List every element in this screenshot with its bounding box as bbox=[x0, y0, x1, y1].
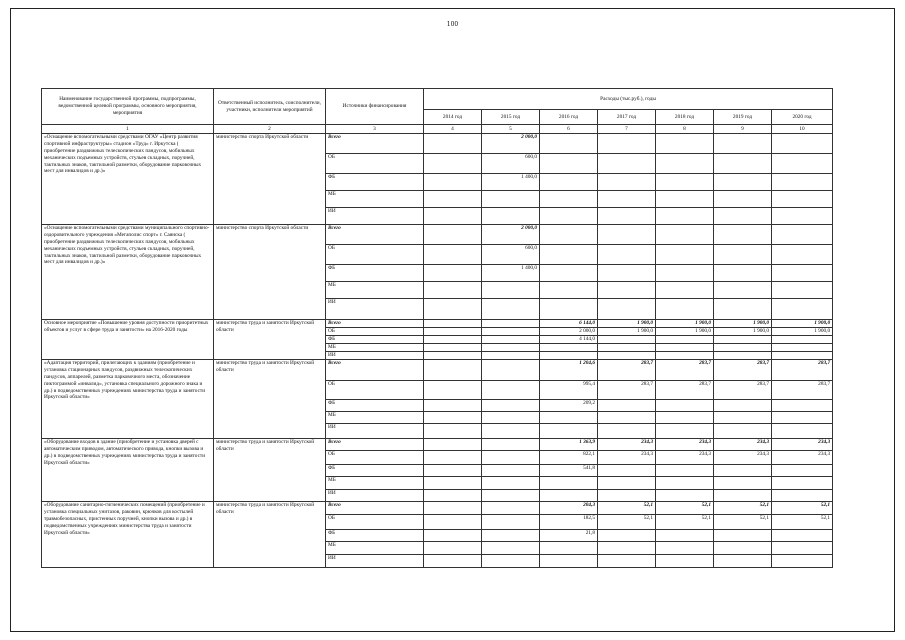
expense-value bbox=[540, 490, 598, 502]
expense-value bbox=[714, 542, 772, 555]
expense-value bbox=[540, 154, 598, 174]
column-number: 3 bbox=[326, 125, 424, 134]
expense-value bbox=[772, 225, 833, 245]
expense-value bbox=[714, 344, 772, 352]
header-year: 2020 год bbox=[772, 110, 833, 125]
expense-value bbox=[598, 465, 656, 477]
table-row bbox=[42, 320, 833, 328]
funding-source: ИИ bbox=[326, 299, 424, 320]
expense-value bbox=[540, 245, 598, 265]
expense-value bbox=[772, 174, 833, 191]
expense-value bbox=[772, 530, 833, 542]
expense-value bbox=[424, 208, 482, 225]
activity-name: «Оборудование санитарно-гигиенических помещений (приобретение и установка специальных унитазов, раковин, крючков для костылей травмобезопасных, пристенных поручней, кнопки вызова и др.) в подведомственных учреждениях министерства труда и занятости Иркутской области» bbox=[42, 502, 214, 568]
activity-name: «Оборудование входов в здание (приобретение и установка дверей с автоматическим приводом, автоматического привода, кнопки вызова и др.) в подведомственных учреждениях министерства труда и занятости Иркутской области» bbox=[42, 439, 214, 502]
expense-value: 1 400,0 bbox=[482, 174, 540, 191]
column-number: 5 bbox=[482, 125, 540, 134]
expense-value: 283,7 bbox=[598, 360, 656, 381]
expense-value: 1 363,9 bbox=[540, 439, 598, 451]
expense-value bbox=[482, 490, 540, 502]
table-row bbox=[42, 360, 833, 381]
funding-source: Всего bbox=[326, 225, 424, 245]
header-year: 2017 год bbox=[598, 110, 656, 125]
activity-executor: министерство спорта Иркутской области bbox=[214, 134, 326, 225]
expense-value bbox=[424, 134, 482, 154]
expense-value bbox=[540, 225, 598, 245]
expense-value bbox=[540, 191, 598, 208]
expense-value bbox=[540, 555, 598, 568]
expense-value bbox=[772, 490, 833, 502]
funding-source: ФБ bbox=[326, 174, 424, 191]
expense-value: 52,1 bbox=[714, 515, 772, 530]
funding-source: Всего bbox=[326, 320, 424, 328]
funding-source: МБ bbox=[326, 191, 424, 208]
expense-value bbox=[656, 465, 714, 477]
expense-value: 283,7 bbox=[772, 360, 833, 381]
funding-source: Всего bbox=[326, 439, 424, 451]
expense-value bbox=[540, 542, 598, 555]
expense-value: 541,8 bbox=[540, 465, 598, 477]
expense-value bbox=[424, 542, 482, 555]
header-year: 2019 год bbox=[714, 110, 772, 125]
expense-value bbox=[598, 400, 656, 412]
expense-value bbox=[714, 134, 772, 154]
expense-value bbox=[424, 439, 482, 451]
expense-value bbox=[424, 225, 482, 245]
funding-source: ОБ bbox=[326, 381, 424, 400]
expense-value bbox=[540, 265, 598, 282]
expense-value: 4 144,0 bbox=[540, 336, 598, 344]
expense-value bbox=[772, 208, 833, 225]
funding-source: Всего bbox=[326, 360, 424, 381]
expense-value bbox=[598, 191, 656, 208]
expense-value bbox=[772, 191, 833, 208]
expense-value bbox=[598, 208, 656, 225]
expense-value: 283,7 bbox=[656, 360, 714, 381]
expense-value bbox=[656, 174, 714, 191]
column-number: 6 bbox=[540, 125, 598, 134]
expense-value bbox=[714, 490, 772, 502]
funding-source: ФБ bbox=[326, 400, 424, 412]
expense-value: 234,3 bbox=[714, 451, 772, 465]
expense-value bbox=[482, 515, 540, 530]
expense-value bbox=[424, 412, 482, 424]
expense-value: 204,3 bbox=[540, 502, 598, 515]
expense-value bbox=[772, 282, 833, 299]
expense-value bbox=[424, 245, 482, 265]
expense-value bbox=[482, 530, 540, 542]
table-row bbox=[42, 502, 833, 515]
expense-value: 822,1 bbox=[540, 451, 598, 465]
expense-value bbox=[424, 320, 482, 328]
funding-source: ОБ bbox=[326, 328, 424, 336]
expense-value: 1 900,0 bbox=[656, 320, 714, 328]
expense-value: 234,3 bbox=[714, 439, 772, 451]
funding-source: ОБ bbox=[326, 515, 424, 530]
expense-value bbox=[598, 530, 656, 542]
expense-value bbox=[656, 400, 714, 412]
expense-value bbox=[772, 245, 833, 265]
funding-source: МБ bbox=[326, 282, 424, 299]
expense-value bbox=[598, 490, 656, 502]
expense-value bbox=[424, 328, 482, 336]
column-number: 9 bbox=[714, 125, 772, 134]
expense-value bbox=[482, 191, 540, 208]
expense-value: 6 144,0 bbox=[540, 320, 598, 328]
expense-value bbox=[656, 299, 714, 320]
funding-source: МБ bbox=[326, 477, 424, 490]
expense-value bbox=[714, 555, 772, 568]
expense-value: 1 900,0 bbox=[598, 320, 656, 328]
expense-value bbox=[482, 400, 540, 412]
page-number: 100 bbox=[446, 21, 459, 28]
expense-value bbox=[424, 360, 482, 381]
expense-value bbox=[424, 265, 482, 282]
expense-value bbox=[424, 336, 482, 344]
header-year: 2016 год bbox=[540, 110, 598, 125]
expense-value bbox=[598, 174, 656, 191]
expense-value bbox=[714, 352, 772, 360]
header-year: 2015 год bbox=[482, 110, 540, 125]
expense-value bbox=[482, 320, 540, 328]
expense-value bbox=[656, 134, 714, 154]
expense-value: 234,3 bbox=[598, 439, 656, 451]
expense-value bbox=[598, 344, 656, 352]
expense-value bbox=[482, 451, 540, 465]
expense-value bbox=[598, 336, 656, 344]
header-expenses: Расходы (тыс.руб.), годы bbox=[424, 89, 833, 110]
expense-value bbox=[482, 381, 540, 400]
funding-source: ИИ bbox=[326, 424, 424, 439]
expense-value bbox=[540, 282, 598, 299]
expense-value bbox=[656, 282, 714, 299]
expense-value bbox=[772, 344, 833, 352]
funding-source: ИИ bbox=[326, 208, 424, 225]
expense-value bbox=[482, 336, 540, 344]
table-row bbox=[42, 439, 833, 451]
expense-value bbox=[598, 225, 656, 245]
expense-value: 234,3 bbox=[772, 439, 833, 451]
expense-value bbox=[598, 555, 656, 568]
expense-value bbox=[656, 154, 714, 174]
expense-value bbox=[598, 245, 656, 265]
expense-value bbox=[540, 299, 598, 320]
expense-value bbox=[598, 424, 656, 439]
expense-value: 52,1 bbox=[656, 502, 714, 515]
expense-value bbox=[772, 465, 833, 477]
funding-source: ФБ bbox=[326, 465, 424, 477]
activity-executor: министерство труда и занятости Иркутской области bbox=[214, 502, 326, 568]
expense-value bbox=[714, 265, 772, 282]
expense-value: 52,1 bbox=[772, 502, 833, 515]
column-number: 1 bbox=[42, 125, 214, 134]
expense-value bbox=[714, 336, 772, 344]
expense-value: 52,1 bbox=[598, 502, 656, 515]
expense-value bbox=[598, 352, 656, 360]
expense-value bbox=[772, 400, 833, 412]
expense-value: 1 900,0 bbox=[714, 320, 772, 328]
expense-value bbox=[540, 174, 598, 191]
activity-name: «Оснащение вспомогательными средствами ОГАУ «Центр развития спортивной инфраструктуры» стадион «Труд» г. Иркутска ( приобретение раздвижных телескопических пандусов, мобильных механических подъемных устройств, стульев складных, поручней, тактильных знаков, тактильной разметки, оборудование парковочных мест для инвалидов и др.)» bbox=[42, 134, 214, 225]
expense-value bbox=[540, 477, 598, 490]
expense-value bbox=[540, 344, 598, 352]
expense-value bbox=[656, 245, 714, 265]
expense-value bbox=[540, 134, 598, 154]
expense-value bbox=[424, 515, 482, 530]
expense-value bbox=[424, 282, 482, 299]
expense-value: 52,1 bbox=[656, 515, 714, 530]
expense-value bbox=[482, 555, 540, 568]
expense-value bbox=[656, 265, 714, 282]
activity-executor: министерство труда и занятости Иркутской области bbox=[214, 439, 326, 502]
column-number: 7 bbox=[598, 125, 656, 134]
expense-value bbox=[482, 282, 540, 299]
expense-value: 995,4 bbox=[540, 381, 598, 400]
expense-value bbox=[482, 344, 540, 352]
expense-value: 283,7 bbox=[714, 360, 772, 381]
activity-executor: министерство труда и занятости Иркутской области bbox=[214, 360, 326, 439]
expense-value bbox=[482, 465, 540, 477]
funding-source: ИИ bbox=[326, 490, 424, 502]
expense-value bbox=[424, 530, 482, 542]
expense-value bbox=[598, 265, 656, 282]
expense-value bbox=[482, 439, 540, 451]
expense-value bbox=[772, 336, 833, 344]
header-year: 2014 год bbox=[424, 110, 482, 125]
expense-value bbox=[598, 542, 656, 555]
expense-value: 1 900,0 bbox=[714, 328, 772, 336]
expense-value bbox=[772, 555, 833, 568]
expense-value bbox=[714, 299, 772, 320]
header-year: 2018 год bbox=[656, 110, 714, 125]
column-number: 2 bbox=[214, 125, 326, 134]
header-source: Источники финансирования bbox=[326, 89, 424, 125]
expense-value bbox=[714, 282, 772, 299]
expense-value bbox=[714, 465, 772, 477]
expense-value bbox=[656, 490, 714, 502]
funding-source: Всего bbox=[326, 134, 424, 154]
expense-value bbox=[482, 328, 540, 336]
expense-value bbox=[482, 542, 540, 555]
expense-value bbox=[482, 412, 540, 424]
expense-value bbox=[424, 555, 482, 568]
expense-value: 234,3 bbox=[656, 451, 714, 465]
expense-value: 21,8 bbox=[540, 530, 598, 542]
expense-value bbox=[772, 352, 833, 360]
expense-value: 52,1 bbox=[714, 502, 772, 515]
activity-executor: министерство спорта Иркутской области bbox=[214, 225, 326, 320]
expense-value bbox=[598, 134, 656, 154]
expense-value bbox=[656, 555, 714, 568]
activity-name: «Оснащение вспомогательными средствами муниципального спортивно-оздоровительного учреждения «Мегаполис спорт» г. Саянска ( приобретение раздвижных телескопических пандусов, мобильных механических подъемных устройств, стульев складных, поручней, тактильных знаков, тактильной разметки, оборудование парковочных мест для инвалидов и др.)» bbox=[42, 225, 214, 320]
expense-value: 2 000,0 bbox=[540, 328, 598, 336]
expense-value: 1 900,0 bbox=[656, 328, 714, 336]
expense-value bbox=[656, 344, 714, 352]
expense-value: 600,0 bbox=[482, 245, 540, 265]
expense-value: 283,7 bbox=[772, 381, 833, 400]
expense-value: 52,1 bbox=[772, 515, 833, 530]
expense-value bbox=[482, 352, 540, 360]
column-number: 10 bbox=[772, 125, 833, 134]
expense-value: 1 900,0 bbox=[598, 328, 656, 336]
expense-value bbox=[424, 381, 482, 400]
expense-value bbox=[482, 299, 540, 320]
funding-source: ИИ bbox=[326, 555, 424, 568]
expense-value: 1 400,0 bbox=[482, 265, 540, 282]
expense-value bbox=[598, 154, 656, 174]
expense-value: 52,1 bbox=[598, 515, 656, 530]
expense-value bbox=[714, 174, 772, 191]
funding-source: МБ bbox=[326, 412, 424, 424]
table-row bbox=[42, 225, 833, 245]
expense-value: 234,3 bbox=[598, 451, 656, 465]
activity-name: Основное мероприятие «Повышение уровня доступности приоритетных объектов и услуг в сфере труда и занятости» на 2016-2020 годы bbox=[42, 320, 214, 360]
expense-value bbox=[424, 477, 482, 490]
expense-value bbox=[656, 225, 714, 245]
expense-value bbox=[714, 225, 772, 245]
expense-value bbox=[714, 477, 772, 490]
column-number: 4 bbox=[424, 125, 482, 134]
column-number: 8 bbox=[656, 125, 714, 134]
expense-value bbox=[714, 208, 772, 225]
expense-value bbox=[482, 424, 540, 439]
header-executor: Ответственный исполнитель, соисполнители, участники, исполнители мероприятий bbox=[214, 89, 326, 125]
expense-value bbox=[714, 424, 772, 439]
activity-executor: министерство труда и занятости Иркутской области bbox=[214, 320, 326, 360]
table-body bbox=[42, 134, 833, 568]
expense-value: 283,7 bbox=[714, 381, 772, 400]
expense-value bbox=[656, 412, 714, 424]
expense-value bbox=[540, 208, 598, 225]
header-program-name: Наименование государственной программы, подпрограммы, ведомственной целевой программы, основного мероприятия, мероприятия bbox=[42, 89, 214, 125]
expense-value bbox=[482, 208, 540, 225]
expense-value bbox=[482, 502, 540, 515]
expense-value bbox=[714, 245, 772, 265]
expense-value bbox=[772, 134, 833, 154]
expense-value bbox=[424, 502, 482, 515]
expense-value bbox=[540, 412, 598, 424]
expense-value bbox=[772, 424, 833, 439]
expense-value bbox=[714, 154, 772, 174]
expense-value bbox=[424, 154, 482, 174]
expense-value bbox=[424, 424, 482, 439]
expense-value: 209,2 bbox=[540, 400, 598, 412]
expense-value bbox=[540, 352, 598, 360]
expense-value bbox=[482, 360, 540, 381]
expense-value bbox=[424, 490, 482, 502]
expense-value bbox=[714, 400, 772, 412]
expense-value bbox=[772, 154, 833, 174]
expense-value bbox=[424, 344, 482, 352]
expense-value bbox=[598, 299, 656, 320]
expense-value bbox=[772, 265, 833, 282]
expense-value: 600,0 bbox=[482, 154, 540, 174]
expense-value bbox=[424, 191, 482, 208]
funding-source: ФБ bbox=[326, 530, 424, 542]
funding-source: ФБ bbox=[326, 265, 424, 282]
expense-value: 1 900,0 bbox=[772, 328, 833, 336]
expense-value bbox=[482, 477, 540, 490]
expense-value bbox=[714, 191, 772, 208]
expense-value bbox=[772, 542, 833, 555]
expense-value bbox=[598, 412, 656, 424]
funding-source: ОБ bbox=[326, 245, 424, 265]
expense-value bbox=[598, 477, 656, 490]
expense-value: 283,7 bbox=[656, 381, 714, 400]
expense-value bbox=[772, 412, 833, 424]
expense-value bbox=[772, 477, 833, 490]
expense-value: 1 204,6 bbox=[540, 360, 598, 381]
expense-value bbox=[540, 424, 598, 439]
expense-value bbox=[656, 208, 714, 225]
budget-table bbox=[41, 88, 833, 568]
expense-value bbox=[656, 191, 714, 208]
funding-source: ОБ bbox=[326, 451, 424, 465]
expense-value bbox=[598, 282, 656, 299]
expense-value bbox=[424, 451, 482, 465]
expense-value: 1 900,0 bbox=[772, 320, 833, 328]
expense-value bbox=[656, 477, 714, 490]
expense-value bbox=[714, 530, 772, 542]
expense-value bbox=[656, 542, 714, 555]
expense-value: 2 000,0 bbox=[482, 225, 540, 245]
expense-value bbox=[424, 465, 482, 477]
expense-value bbox=[772, 299, 833, 320]
expense-value: 2 000,0 bbox=[482, 134, 540, 154]
funding-source: ИИ bbox=[326, 352, 424, 360]
expense-value bbox=[656, 336, 714, 344]
expense-value: 283,7 bbox=[598, 381, 656, 400]
expense-value bbox=[424, 352, 482, 360]
expense-value bbox=[424, 400, 482, 412]
expense-value: 234,3 bbox=[656, 439, 714, 451]
funding-source: МБ bbox=[326, 344, 424, 352]
expense-value bbox=[714, 412, 772, 424]
funding-source: Всего bbox=[326, 502, 424, 515]
expense-value bbox=[424, 299, 482, 320]
activity-name: «Адаптация территорий, прилегающих к зданиям (приобретение и установка стационарных пандусов, раздвижных телескопических пандусов, аппарелей, разметка парковочного места, обозначение пиктограммой «инвалид», установка специального дорожного знака и др.) в подведомственных учреждениях министерства труда и занятости Иркутской области» bbox=[42, 360, 214, 439]
table-row bbox=[42, 134, 833, 154]
funding-source: ОБ bbox=[326, 154, 424, 174]
expense-value bbox=[656, 530, 714, 542]
funding-source: ФБ bbox=[326, 336, 424, 344]
expense-value: 182,5 bbox=[540, 515, 598, 530]
expense-value bbox=[656, 424, 714, 439]
expense-value: 234,3 bbox=[772, 451, 833, 465]
expense-value bbox=[656, 352, 714, 360]
expense-value bbox=[424, 174, 482, 191]
funding-source: МБ bbox=[326, 542, 424, 555]
